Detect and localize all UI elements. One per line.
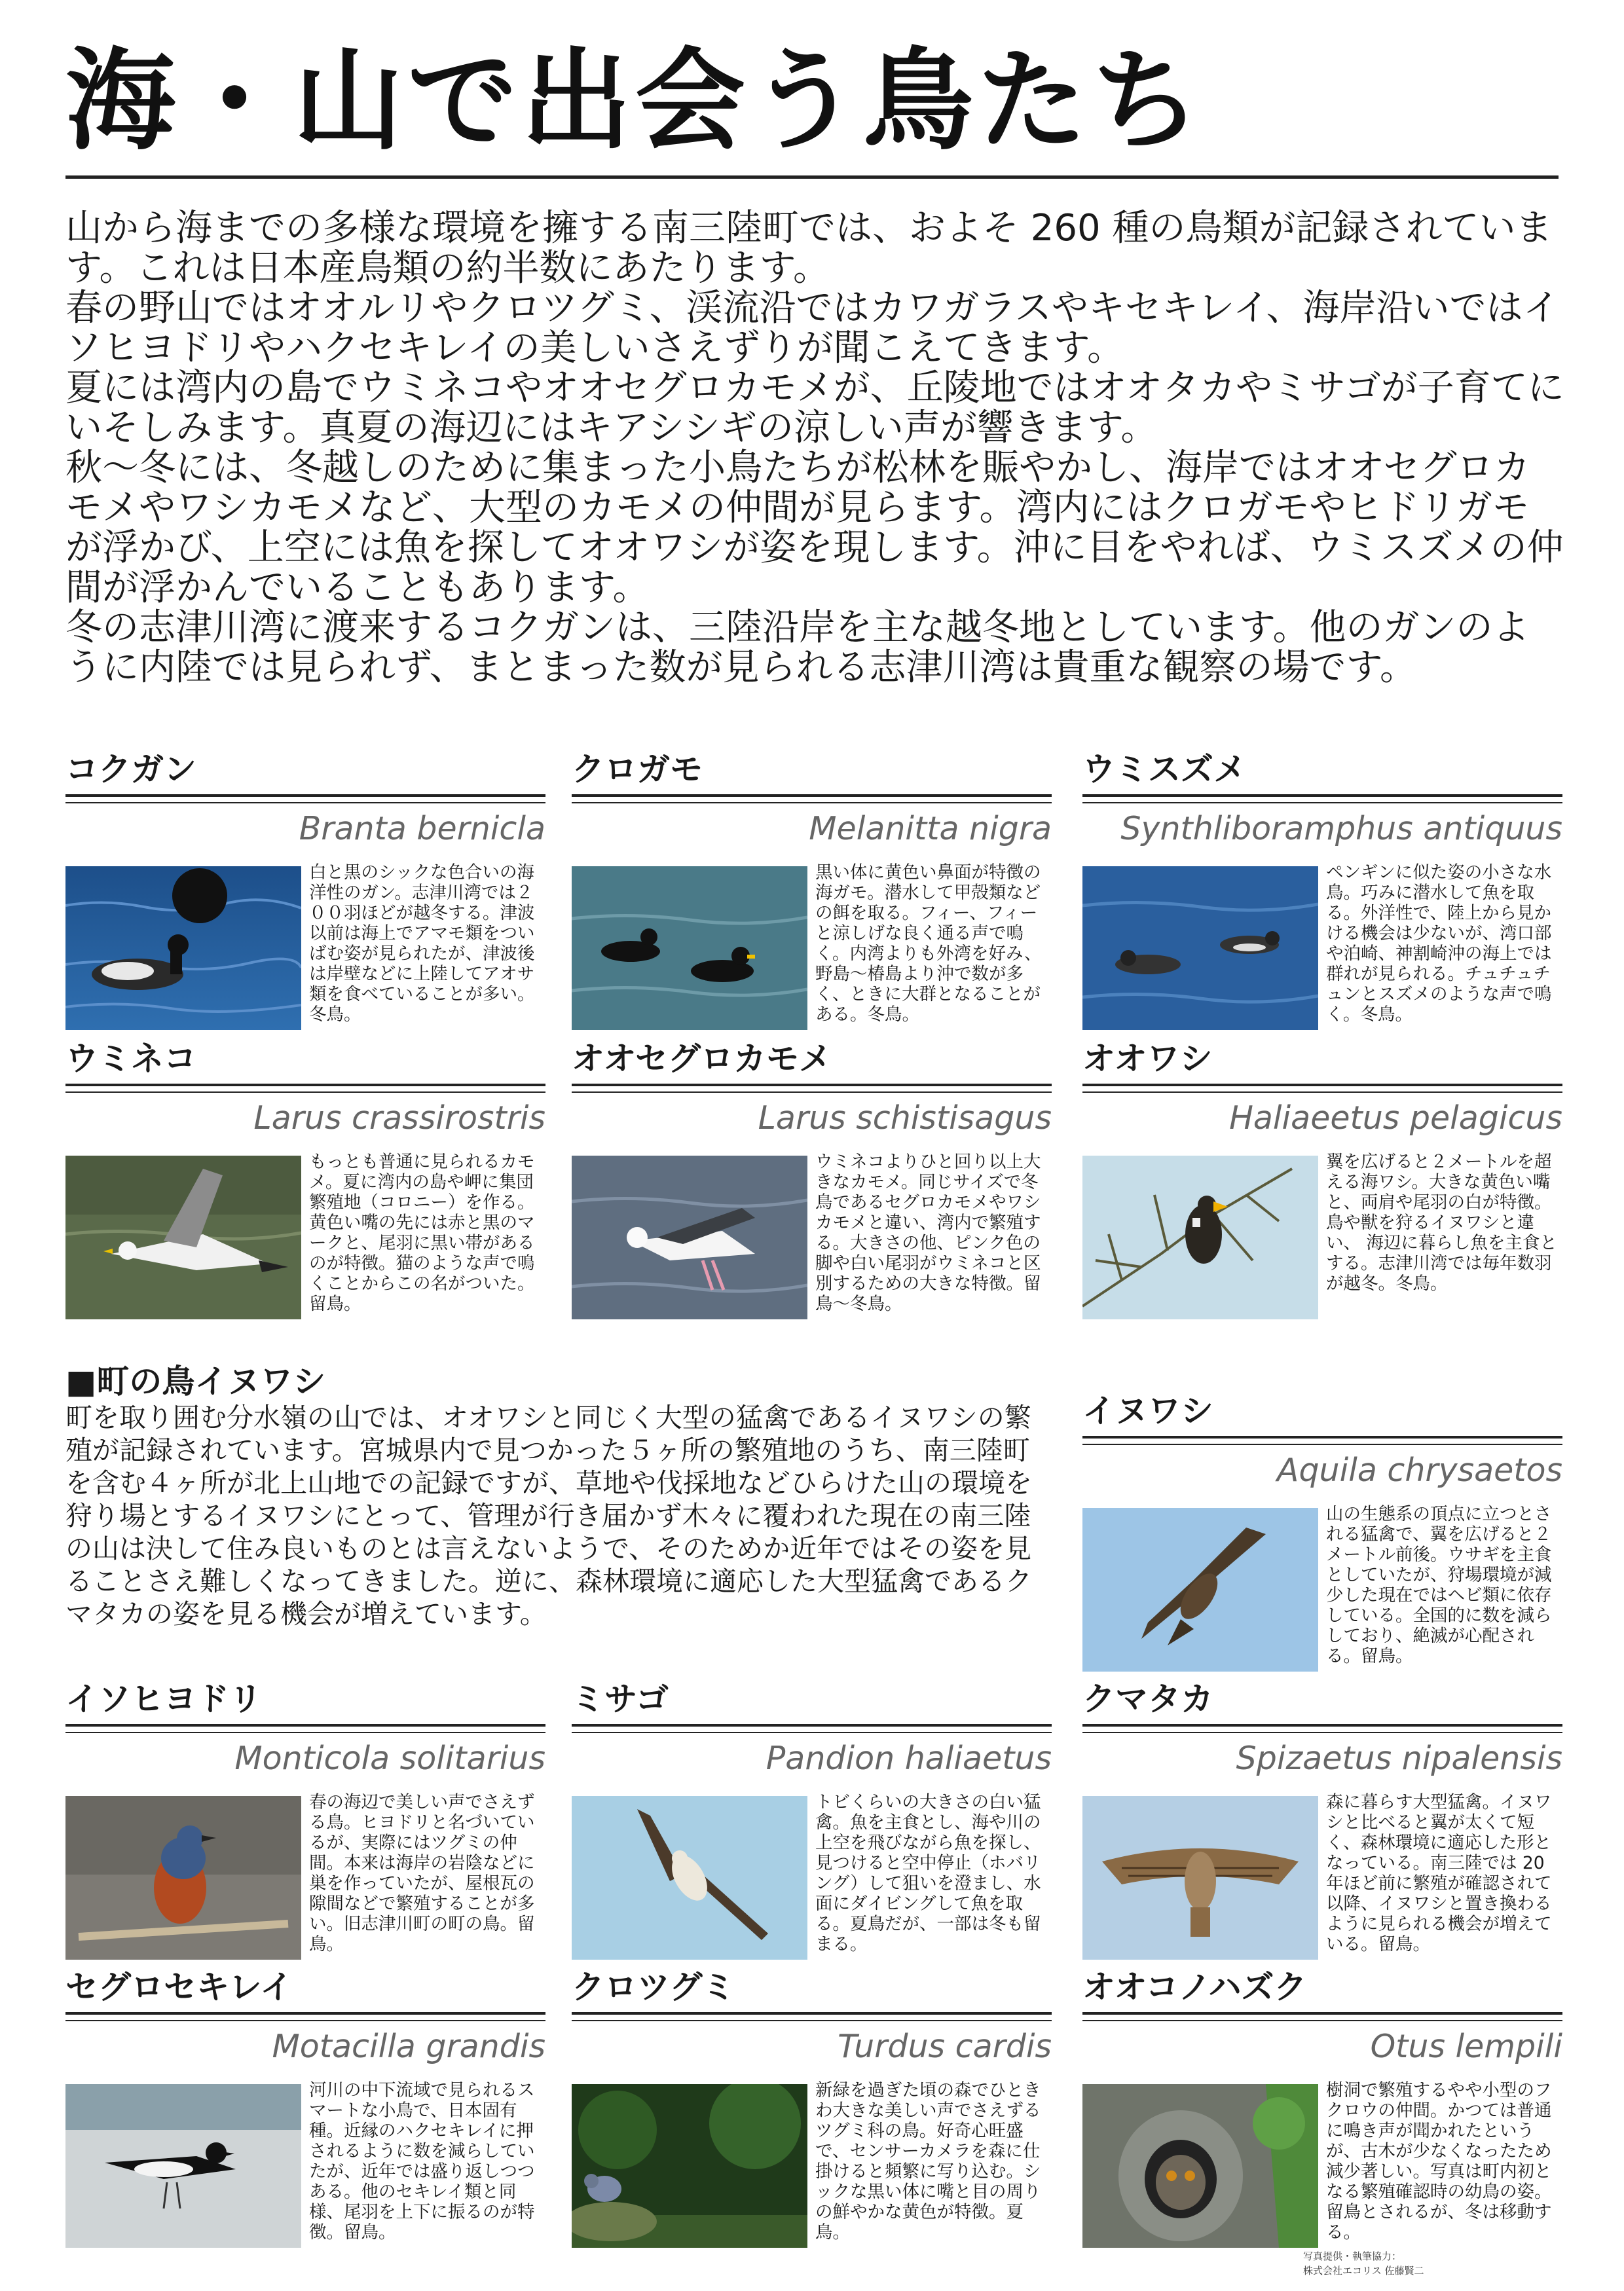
divider bbox=[572, 2012, 1052, 2015]
bird-card-ooseguro bbox=[572, 1039, 1052, 1314]
bird-description: 春の海辺で美しい声でさえずる鳥。ヒヨドリと名づいているが、実際にはツグミの仲間。本来は海岸の岩陰などに巣を作っていたが、屋根瓦の隙間などで繁殖することが多い。旧志津川町の町の鳥。留鳥。 bbox=[309, 1792, 535, 1954]
divider bbox=[572, 802, 1052, 803]
bird-photo bbox=[1082, 2084, 1318, 2248]
bird-photo bbox=[65, 1796, 301, 1960]
bird-scientific-name: Larus crassirostris bbox=[253, 1099, 545, 1137]
intro-paragraph: 夏には湾内の島でウミネコやオオセグロカモメが、丘陵地ではオオタカやミサゴが子育てにいそしみます。真夏の海辺にはキアシシギの涼しい声が響きます。 bbox=[65, 367, 1564, 449]
divider bbox=[1082, 1436, 1562, 1439]
bird-name: クロガモ bbox=[572, 750, 703, 788]
bird-name: イソヒヨドリ bbox=[65, 1680, 262, 1718]
divider bbox=[1082, 2012, 1562, 2015]
bird-card-kurogamo bbox=[572, 750, 1052, 1025]
bird-card-kumataka bbox=[1082, 1679, 1562, 1954]
bird-name: オオワシ bbox=[1082, 1040, 1213, 1078]
bird-description: 翼を広げると２メートルを超える海ワシ。大きな黄色い嘴と、両肩や尾羽の白が特徴。鳥や獣を狩るイヌワシと違い、 海辺に暮らし魚を主食とする。志津川湾では毎年数羽が越冬。冬鳥。 bbox=[1326, 1152, 1557, 1294]
bird-description: トビくらいの大きさの白い猛禽。魚を主食とし、海や川の上空を飛びながら魚を探し、見つけると空中停止（ホバリング）して狙いを澄まし、水面にダイビングして魚を取る。夏鳥だが、一部は冬も留まる。 bbox=[815, 1792, 1041, 1954]
bird-description: 森に暮らす大型猛禽。イヌワシと比べると翼が太くて短く、森林環境に適応した形となっている。南三陸では 20 年ほど前に繁殖が確認されて以降、イヌワシと置き換わるように見られる機会が増えている。留鳥。 bbox=[1326, 1792, 1552, 1954]
divider bbox=[572, 1732, 1052, 1733]
divider bbox=[65, 1091, 545, 1093]
bird-card-oowashi bbox=[1082, 1039, 1562, 1314]
bird-photo bbox=[572, 1796, 807, 1960]
bird-card-misago bbox=[572, 1679, 1052, 1954]
bird-card-inuwashi bbox=[1082, 1391, 1562, 1666]
town-bird-heading: ■町の鳥イヌワシ bbox=[65, 1363, 326, 1401]
bird-scientific-name: Monticola solitarius bbox=[234, 1740, 545, 1777]
divider bbox=[65, 1724, 545, 1727]
bird-scientific-name: Pandion haliaetus bbox=[766, 1740, 1052, 1777]
bird-card-kokugan bbox=[65, 750, 545, 1025]
page-title: 海・山で出会う鳥たち bbox=[65, 37, 1205, 165]
intro-paragraph: 山から海までの多様な環境を擁する南三陸町では、およそ 260 種の鳥類が記録されています。これは日本産鳥類の約半数にあたります。 bbox=[65, 207, 1553, 289]
bird-card-ookonohazuku bbox=[1082, 1968, 1562, 2243]
bird-description: もっとも普通に見られるカモメ。夏に湾内の島や岬に集団繁殖地（コロニー）を作る。黄色い嘴の先には赤と黒のマークと、尾羽に黒い帯があるのが特徴。猫のような声で鳴くことからこの名がついた。留鳥。 bbox=[309, 1152, 535, 1314]
bird-scientific-name: Motacilla grandis bbox=[272, 2028, 545, 2065]
divider bbox=[65, 2020, 545, 2021]
credit-line: 写真提供・執筆協力： bbox=[1303, 2250, 1402, 2262]
bird-photo bbox=[1082, 1796, 1318, 1960]
bird-card-umineko bbox=[65, 1039, 545, 1314]
bird-scientific-name: Otus lempili bbox=[1370, 2028, 1562, 2065]
divider bbox=[1082, 1091, 1562, 1093]
town-bird-text: 町を取り囲む分水嶺の山では、オオワシと同じく大型の猛禽であるイヌワシの繁殖が記録されています。宮城県内で見つかった５ヶ所の繁殖地のうち、南三陸町を含む４ヶ所が北上山地での記録ですが、草地や伐採地などひらけた山の環境を狩り場とするイヌワシにとって、管理が行き届かず木々に覆われた現在の南三陸の山は決して住み良いものとは言えないようで、そのためか近年ではその姿を見ることさえ難しくなってきました。逆に、森林環境に適応した大型猛禽であるクマタカの姿を見る機会が増えています。 bbox=[65, 1402, 1032, 1630]
bird-scientific-name: Haliaeetus pelagicus bbox=[1229, 1099, 1562, 1137]
bird-scientific-name: Larus schistisagus bbox=[758, 1099, 1052, 1137]
divider bbox=[1082, 1084, 1562, 1086]
bird-card-kurotsugumi bbox=[572, 1968, 1052, 2243]
divider bbox=[572, 2020, 1052, 2021]
bird-name: オオセグロカモメ bbox=[572, 1040, 832, 1078]
title-divider bbox=[65, 175, 1559, 179]
bird-photo bbox=[1082, 866, 1318, 1030]
intro-paragraph: 秋〜冬には、冬越しのために集まった小鳥たちが松林を賑やかし、海岸ではオオセグロカモメやワシカモメなど、大型のカモメの仲間が見らます。湾内にはクロガモやヒドリガモが浮かび、上空には魚を探してオオワシが姿を現します。沖に目をやれば、ウミスズメの仲間が浮かんでいることもあります。 bbox=[65, 447, 1564, 609]
bird-photo bbox=[65, 1156, 301, 1319]
bird-description: 白と黒のシックな色合いの海洋性のガン。志津川湾では２００羽ほどが越冬する。津波以前は海上でアマモ類をついばむ姿が見られたが、津波後は岸壁などに上陸してアオサ類を食べていることが多い。冬鳥。 bbox=[309, 862, 535, 1025]
intro-paragraph: 冬の志津川湾に渡来するコクガンは、三陸沿岸を主な越冬地としています。他のガンのように内陸では見られず、まとまった数が見られる志津川湾は貴重な観察の場です。 bbox=[65, 606, 1530, 689]
bird-name: クマタカ bbox=[1082, 1680, 1213, 1718]
bird-name: ウミスズメ bbox=[1082, 750, 1246, 788]
bird-card-segurosekirei bbox=[65, 1968, 545, 2243]
bird-name: オオコノハズク bbox=[1082, 1968, 1307, 2006]
bird-description: 新緑を過ぎた頃の森でひときわ大きな美しい声でさえずるツグミ科の鳥。好奇心旺盛で、センサーカメラを森に仕掛けると頻繁に写り込む。シックな黒い体に嘴と目の周りの鮮やかな黄色が特徴。夏鳥。 bbox=[815, 2080, 1041, 2243]
divider bbox=[1082, 1444, 1562, 1445]
bird-scientific-name: Branta bernicla bbox=[299, 810, 545, 847]
bird-photo bbox=[572, 2084, 807, 2248]
intro-text bbox=[65, 208, 1565, 687]
bird-name: セグロセキレイ bbox=[65, 1968, 293, 2006]
bird-description: ペンギンに似た姿の小さな水鳥。巧みに潜水して魚を取る。外洋性で、陸上から見かける機会は少ないが、湾口部や泊崎、神割崎沖の海上では群れが見られる。チュチュチュンとスズメのような声で鳴く。冬鳥。 bbox=[1326, 862, 1552, 1025]
divider bbox=[572, 1084, 1052, 1086]
bird-photo bbox=[1082, 1508, 1318, 1672]
bird-name: ウミネコ bbox=[65, 1040, 196, 1078]
bird-description: 樹洞で繁殖するやや小型のフクロウの仲間。かつては普通に鳴き声が聞かれたというが、古木が少なくなったため減少著しい。写真は町内初となる繁殖確認時の幼鳥の姿。留鳥とされるが、冬は移動する。 bbox=[1326, 2080, 1552, 2243]
photo-credit bbox=[1303, 2249, 1424, 2278]
bird-scientific-name: Turdus cardis bbox=[838, 2028, 1052, 2065]
bird-card-umisuzume bbox=[1082, 750, 1562, 1025]
divider bbox=[1082, 1724, 1562, 1727]
credit-line: 株式会社エコリス 佐藤賢二 bbox=[1303, 2265, 1424, 2277]
divider bbox=[65, 1084, 545, 1086]
bird-scientific-name: Spizaetus nipalensis bbox=[1236, 1740, 1562, 1777]
divider bbox=[65, 802, 545, 803]
divider bbox=[572, 1724, 1052, 1727]
bird-photo bbox=[65, 2084, 301, 2248]
divider bbox=[1082, 802, 1562, 803]
bird-photo bbox=[65, 866, 301, 1030]
bird-photo bbox=[572, 866, 807, 1030]
bird-card-isohiyodori bbox=[65, 1679, 545, 1954]
bird-description: 黒い体に黄色い鼻面が特徴の海ガモ。潜水して甲殻類などの餌を取る。フィー、フィーと涼しげな良く通る声で鳴く。内湾よりも外湾を好み、野島〜椿島より沖で数が多く、ときに大群となることがある。冬鳥。 bbox=[815, 862, 1042, 1025]
bird-scientific-name: Melanitta nigra bbox=[809, 810, 1052, 847]
bird-photo bbox=[1082, 1156, 1318, 1319]
bird-name: クロツグミ bbox=[572, 1968, 735, 2006]
divider bbox=[1082, 794, 1562, 797]
bird-description: 河川の中下流域で見られるスマートな小鳥で、日本固有種。近縁のハクセキレイに押されるように数を減らしていたが、近年では盛り返しつつある。他のセキレイ類と同様、尾羽を上下に振るのが特徴。留鳥。 bbox=[309, 2080, 535, 2243]
divider bbox=[1082, 1732, 1562, 1733]
divider bbox=[65, 1732, 545, 1733]
bird-scientific-name: Synthliboramphus antiquus bbox=[1120, 810, 1562, 847]
divider bbox=[572, 794, 1052, 797]
bird-name: ミサゴ bbox=[572, 1680, 669, 1718]
divider bbox=[572, 1091, 1052, 1093]
bird-name: コクガン bbox=[65, 750, 196, 788]
divider bbox=[1082, 2020, 1562, 2021]
divider bbox=[65, 794, 545, 797]
bird-description: 山の生態系の頂点に立つとされる猛禽で、翼を広げると２メートル前後。ウサギを主食としていたが、狩場環境が減少した現在ではヘビ類に依存している。全国的に数を減らしており、絶滅が心配される。留鳥。 bbox=[1326, 1504, 1552, 1666]
bird-photo bbox=[572, 1156, 807, 1319]
bird-description: ウミネコよりひと回り以上大きなカモメ。同じサイズで冬鳥であるセグロカモメやワシカモメと違い、湾内で繁殖する。大きさの他、ピンク色の脚や白い尾羽がウミネコと区別するための大きな特徴。留鳥〜冬鳥。 bbox=[815, 1152, 1041, 1314]
bird-name: イヌワシ bbox=[1082, 1392, 1213, 1430]
intro-paragraph: 春の野山ではオオルリやクロツグミ、渓流沿ではカワガラスやキセキレイ、海岸沿いではイソヒヨドリやハクセキレイの美しいさえずりが聞こえてきます。 bbox=[65, 287, 1560, 369]
divider bbox=[65, 2012, 545, 2015]
bird-scientific-name: Aquila chrysaetos bbox=[1276, 1452, 1562, 1489]
